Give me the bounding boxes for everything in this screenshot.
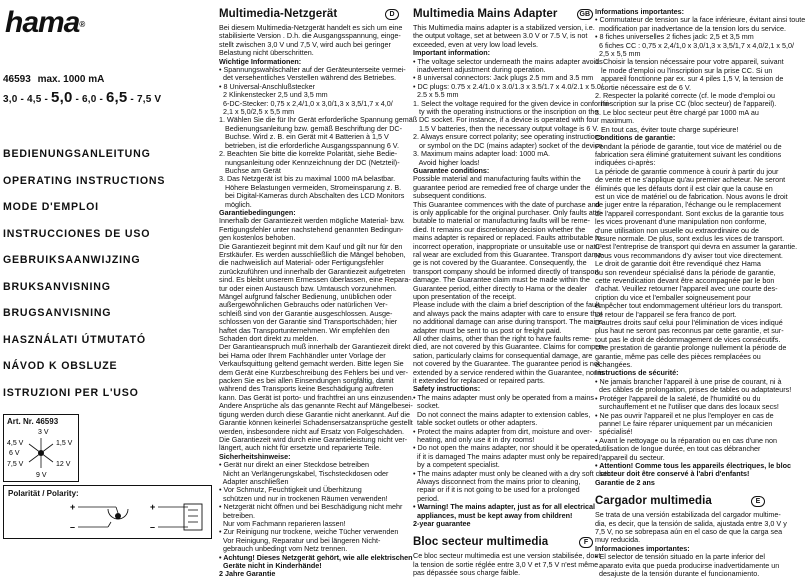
- body-line: desajuste de la tensión durante el funcionamiento.: [595, 569, 760, 578]
- body-line: no additional damage can arise during transport. The mains: [413, 317, 603, 327]
- body-line: längert, auch nicht für ersetzte und reparierte Teile.: [219, 443, 382, 453]
- body-line: ge is not covered by the Guarantee. Consequently, the: [413, 258, 587, 268]
- polarity-label: Polarität / Polarity:: [8, 489, 79, 498]
- body-line: außergewöhnlichen Gebrauchs oder natürlichen Ver-: [219, 300, 388, 310]
- body-line: Innerhalb der Garantiezeit werden mögliche Material- bzw.: [219, 216, 405, 226]
- body-line: appareil fonctionne par ex. sur 4 piles 1,5 V, la tension de: [595, 74, 784, 84]
- body-line: 1.5 V batteries, then the necessary output voltage is 6 V.: [413, 123, 599, 133]
- body-line: gen kostenlos behoben.: [219, 233, 296, 243]
- body-line: indiquées ci-après:: [595, 158, 656, 168]
- body-line: is only applicable for the original purchaser. Only faults attri-: [413, 207, 604, 217]
- dial-label: 6 V: [9, 450, 20, 457]
- body-line: appliances, must be kept away from children!: [413, 510, 573, 520]
- body-line: Conditions de garantie:: [595, 133, 676, 143]
- body-line: Always disconnect from the mains prior to cleaning,: [413, 476, 581, 486]
- body-line: if it is damaged The mains adapter must only be repaired: [413, 451, 599, 461]
- body-line: it extended for replaced or repaired parts.: [413, 376, 545, 386]
- body-line: éliminés que les défauts dont il est clair que la cause en: [595, 183, 773, 193]
- section-body-f-intro: [413, 551, 601, 578]
- section-header-e: [595, 495, 765, 507]
- body-line: butable to material or manufacturing faults will be reme-: [413, 216, 590, 226]
- body-line: • 8 Universal-Anschlußstecker: [219, 81, 315, 91]
- dial-label: 12 V: [56, 461, 71, 468]
- body-line: haftet das Transportunternehmen. Wir empfehlen den: [219, 325, 390, 335]
- body-line: échangées.: [595, 360, 633, 370]
- section-body-gb: [413, 23, 613, 528]
- manual-title: GEBRUIKSAANWIJZING: [3, 254, 141, 266]
- body-line: DC socket. For instance, if a device is operated with four: [413, 115, 599, 125]
- section-title: Multimedia-Netzgerät: [219, 8, 338, 20]
- body-line: d'une utilisation non usuelle ou extraordinaire ou de: [595, 225, 760, 235]
- body-line: 3. Maximum mains adapter load: 1000 mA.: [413, 149, 551, 159]
- body-line: ou son revendeur spécialisé dans la période de garantie,: [595, 267, 776, 277]
- body-line: 1. Select the voltage required for the given device in conformi-: [413, 98, 611, 108]
- body-line: Mängel aufgrund falscher Bedienung, unüblichen oder: [219, 292, 392, 301]
- body-line: repair or if it is not going to be used for a prolonged: [413, 485, 580, 495]
- body-line: 6 fiches CC : 0,75 x 2,4/1,0 x 3,0/1,3 x 3,5/1,7 x 4,0/2,1 x 5,0/: [595, 40, 794, 50]
- body-line: Garantie de 2 ans: [595, 477, 655, 487]
- body-line: • Avant le nettoyage ou la réparation ou en cas d'une non: [595, 435, 777, 445]
- model-info: [3, 74, 212, 85]
- body-line: maximum.: [595, 116, 635, 126]
- body-line: tigung werden durch diese Garantie nicht anerkannt. Auf die: [219, 409, 410, 419]
- body-line: exceeded, even at very low load levels.: [413, 39, 539, 49]
- body-line: empêcher tout endommagement ultérieur lors du transport.: [595, 301, 783, 311]
- body-line: surchauffement et ne l'utiliser que dans des locaux secs!: [595, 402, 779, 412]
- body-line: sind. Es bleibt unserem Ermessen überlassen, eine Repara-: [219, 275, 411, 285]
- body-line: gebrauch unbedingt vom Netz trennen.: [219, 544, 348, 554]
- body-line: Avoid higher loads!: [413, 157, 480, 167]
- body-line: Le retour de l'appareil se fera franco de port.: [595, 309, 737, 319]
- body-line: • DC plugs: 0.75 x 2.4/1.0 x 3.0/1.3 x 3.5/1.7 x 4.0/2.1 x 5.0/: [413, 81, 603, 91]
- body-line: tout pas le droit de dédommagement de vices consécutifs.: [595, 334, 781, 344]
- body-line: Vor Reinigung, Reparatur und bei längeren Nicht-: [219, 535, 381, 545]
- body-line: 1. Wählen Sie die für Ihr Gerät erforderliche Spannung gemäß: [219, 115, 418, 125]
- body-line: sation, particularly claims for consequential damage, are: [413, 350, 593, 360]
- body-line: Garantie können keinerlei Schadensersatzansprüche gestellt: [219, 418, 413, 428]
- body-line: Informations importantes:: [595, 7, 685, 16]
- voltage-list: 3,0 - 4,5 - 5,0 - 6,0 - 6,5 - 7,5 V: [3, 89, 162, 106]
- body-line: • Achtung! Dieses Netzgerät gehört, wie alle elektrischen: [219, 552, 413, 562]
- body-line: 2. Always ensure correct polarity; see operating instructions: [413, 132, 603, 142]
- plus-symbol: +: [150, 502, 156, 512]
- body-line: bei Digital-Kameras durch Abschalten des LCD Monitors: [219, 191, 405, 201]
- body-line: • The voltage selector underneath the mains adapter avoids: [413, 56, 603, 66]
- body-line: utilisation de longue durée, en tout cas débrancher: [595, 444, 761, 454]
- german-column: [219, 8, 418, 579]
- body-line: • Vor Schmutz, Feuchtigkeit und Überhitzung: [219, 485, 362, 495]
- dial-label: 4,5 V: [7, 440, 24, 447]
- body-line: stabilisierte Version . D.h. die Ausgangsspannung, einge-: [219, 31, 401, 41]
- manual-title: OPERATING INSTRUCTIONS: [3, 174, 166, 187]
- section-body-e: [595, 510, 787, 578]
- body-line: 2. Respecter la polarité correcte (cf. le mode d'emploi ou: [595, 91, 775, 101]
- body-line: det versehentliches Verstellen während des Betriebes.: [219, 73, 396, 83]
- body-line: panne! Le faire réparer uniquement par un mécanicien: [595, 418, 773, 428]
- body-line: Nur vom Fachmann reparieren lassen!: [219, 518, 346, 528]
- language-badge: GB: [577, 9, 594, 20]
- body-line: 3. Le bloc secteur peut être chargé par 1000 mA au: [595, 107, 759, 117]
- body-line: Se trata de una versión estabilizada del cargador multime-: [595, 510, 781, 520]
- body-line: 1. Choisir la tension nécessaire pour votre appareil, suivant: [595, 57, 784, 67]
- body-line: betreiben.: [219, 510, 255, 520]
- body-line: 2,1 x 5,0/2,5 x 5,5 mm: [219, 107, 295, 117]
- body-line: 3. Das Netzgerät ist bis zu maximal 1000 mA belastbar.: [219, 174, 396, 184]
- body-line: tur oder einen Austausch bzw. Umtausch vorzunehmen.: [219, 283, 397, 293]
- body-line: zurückzuführen und innerhalb der Garantiezeit aufgetreten: [219, 266, 406, 276]
- body-line: nungsanleitung oder Kennzeichnung der DC (Netzteil)-: [219, 157, 400, 167]
- body-line: d'achat. Veuillez retourner l'appareil avec une courte des-: [595, 284, 778, 294]
- body-line: Possible material and manufacturing faults within the: [413, 174, 581, 184]
- body-line: est un vice de matériel ou de fabrication. Nous avons le droit: [595, 191, 788, 201]
- section-title: Bloc secteur multimedia: [413, 536, 549, 549]
- body-line: adapter must be sent to us post or freight paid.: [413, 325, 562, 335]
- body-line: mains adapter is repaired or replaced. Faults attributable to: [413, 233, 602, 243]
- manual-title: BRUKSANVISNING: [3, 280, 111, 293]
- dial-label: 7,5 V: [7, 461, 24, 468]
- body-line: • Gerät nur direkt an einer Steckdose betreiben: [219, 460, 369, 470]
- model-number: 46593: [3, 74, 31, 85]
- manual-title: ISTRUZIONI PER L'USO: [3, 386, 139, 399]
- body-line: • Zur Reinigung nur trockene, weiche Tücher verwenden: [219, 527, 399, 537]
- body-line: schützen und nur in trockenen Räumen verwenden!: [219, 493, 388, 503]
- body-line: died. It remains our discretionary decision whether the: [413, 224, 586, 234]
- minus-symbol: –: [150, 522, 156, 532]
- body-line: 2. Beachten Sie bitte die korrekte Polarität, siehe Bedie-: [219, 149, 398, 159]
- body-line: Erstkäufer. Es werden ausschließlich die Mängel behoben,: [219, 249, 406, 259]
- body-line: Höhere Belastungen vermeiden, Stromeinsparung z. B.: [219, 182, 402, 192]
- body-line: Die Garantiezeit wird durch eine Garantieleistung nicht ver-: [219, 434, 408, 444]
- body-line: Nicht an Verlängerungskabel, Tischsteckdosen oder: [219, 468, 389, 478]
- body-line: spécialisé!: [595, 427, 633, 437]
- body-line: les vices provenant d'une manipulation non conforme,: [595, 217, 767, 227]
- body-line: • Protéger l'appareil de la saleté, de l'humidité ou du: [595, 393, 761, 403]
- body-line: • Ne pas ouvrir l'appareil et ne plus l'employer en cas de: [595, 410, 774, 420]
- body-line: ral wear are excluded from this Guarantee. Transport dama-: [413, 249, 604, 259]
- body-line: and always pack the mains adapter with care to ensure that: [413, 308, 603, 318]
- plus-symbol: +: [70, 502, 76, 512]
- body-line: C'est l'entreprise de transport qui devra en assumer la garantie.: [595, 242, 798, 252]
- polarity-box: [3, 485, 212, 539]
- manual-title: MODE D'EMPLOI: [3, 201, 99, 213]
- minus-symbol: –: [70, 522, 76, 532]
- body-line: Guarantee period, either directly to Hama or the dealer: [413, 283, 588, 293]
- body-line: • Do not open the mains adapter, nor should it be operated: [413, 443, 600, 453]
- body-line: schleiß sind von der Garantie ausgeschlossen. Ausge-: [219, 308, 393, 318]
- body-line: Bedienungsanleitung bzw. gemäß Beschriftung der DC-: [219, 123, 402, 133]
- body-line: • Netzgerät nicht öffnen und bei Beschädigung nicht mehr: [219, 502, 403, 512]
- body-line: le mode d'emploi ou l'inscription sur la prise CC. Si un: [595, 65, 773, 75]
- body-line: la tension de sortie réglée entre 3,0 V et 7,5 V n'est même: [413, 559, 599, 569]
- body-line: extended by a service rendered within the Guarantee, nor is: [413, 367, 604, 377]
- body-line: incorrect operation, inappropriate or unsuitable use or natu-: [413, 241, 602, 251]
- body-line: 2,5 x 5,5 mm: [595, 49, 641, 59]
- body-line: Safety instructions:: [413, 384, 481, 394]
- body-line: Die Garantiezeit beginnt mit dem Kauf und gilt nur für den: [219, 241, 403, 251]
- jack-plug-icon: [184, 504, 202, 530]
- body-line: or symbol on the DC (mains adapter) socket of the device.: [413, 140, 605, 150]
- body-line: Ce bloc secteur multimedia est une version stabilisée, dont: [413, 551, 601, 561]
- body-line: plus haut ne seront pas reconnus par cette garantie, et sur-: [595, 326, 784, 336]
- body-line: des câbles de prolongation, prises de tables ou adaptateurs!: [595, 385, 792, 395]
- language-badge: F: [579, 537, 593, 548]
- body-line: dia, es decir, que la tensión de salida, ajustada entre 3,0 V y: [595, 518, 787, 528]
- body-line: dem Gerät eine Kurzbeschreibung des Fehlers bei und ver-: [219, 367, 408, 377]
- body-line: Buchse. Wird z. B. ein Gerät mit 4 Batterien à 1,5 V: [219, 132, 389, 142]
- body-line: damage. The Guarantee claim must be made within the: [413, 275, 590, 285]
- body-line: This Multimedia mains adapter is a stabilized version, i.e.: [413, 23, 595, 32]
- body-line: Instructions de sécurité:: [595, 368, 679, 378]
- body-line: En tout cas, éviter toute charge supérieure!: [595, 124, 739, 134]
- section-header-de: [219, 8, 399, 20]
- body-line: 2-year guarantee: [413, 518, 471, 528]
- body-line: Belastung nicht überschritten.: [219, 48, 314, 58]
- body-line: Pendant la période de garantie, tout vice de matériel ou de: [595, 141, 782, 151]
- body-line: cription du vice et l'emballer soigneusement pour: [595, 292, 751, 302]
- body-line: • Ne jamais brancher l'appareil à une prise de courant, ni à: [595, 376, 782, 386]
- body-line: ty with the operating instructions or the inscription on the: [413, 107, 599, 117]
- dial-label: 3 V: [38, 429, 49, 436]
- body-line: • Warning! The mains adapter, just as for all electrical: [413, 502, 595, 512]
- body-line: de l'appareil correspondant. Sont exclus de la garantie tous: [595, 208, 784, 218]
- body-line: • Commutateur de tension sur la face inférieure, évitant ainsi toute: [595, 15, 805, 25]
- body-line: • Attention! Comme tous les appareils électriques, le bloc: [595, 460, 791, 470]
- pin-center-icon: [115, 513, 121, 519]
- manual-title: BEDIENUNGSANLEITUNG: [3, 148, 151, 160]
- body-line: • Protect the mains adapter from dirt, moisture and over-: [413, 426, 593, 436]
- manual-title-list: [3, 148, 212, 413]
- body-line: Do not connect the mains adapter to extension cables,: [413, 409, 591, 419]
- body-line: the output voltage, set at between 3.0 V or 7.5 V, is not: [413, 31, 588, 41]
- body-line: period.: [413, 493, 439, 503]
- body-line: Please include with the claim a brief description of the fault,: [413, 300, 602, 310]
- body-line: Informaciones importantes:: [595, 543, 690, 553]
- hama-logo: hama®: [5, 6, 85, 39]
- body-line: 2 Jahre Garantie: [219, 569, 276, 579]
- body-line: Nous vous recommandons d'y aviser tout vice directement.: [595, 250, 783, 260]
- body-line: heating, and only use it in dry rooms!: [413, 434, 535, 444]
- body-line: Geräte nicht in Kinderhände!: [219, 561, 322, 570]
- body-line: • 8 fiches universelles 2 fiches jack: 2,5 et 3,5 mm: [595, 32, 754, 42]
- body-line: l'inscription sur la prise CC (bloc secteur) de l'appareil).: [595, 99, 777, 109]
- body-line: Important information:: [413, 48, 491, 58]
- body-line: Garantiebedingungen:: [219, 207, 296, 217]
- section-header-gb: [413, 8, 593, 20]
- body-line: Wichtige Informationen:: [219, 56, 302, 66]
- manual-title: NÁVOD K OBSLUZE: [3, 360, 118, 372]
- body-line: pas dépassée sous charge faible.: [413, 568, 521, 578]
- body-line: muy reducida.: [595, 535, 641, 545]
- body-line: stellt zwischen 3,0 V und 7,5 V, wird auch bei geringer: [219, 39, 391, 49]
- body-line: not covered by the Guarantee. The guarantee period is not: [413, 359, 600, 369]
- body-line: bei Hama oder Ihrem Fachhändler unter Vorlage der: [219, 350, 386, 360]
- body-line: Une prestation de garantie prolonge nullement la période de: [595, 343, 787, 353]
- body-line: möglich.: [219, 199, 252, 209]
- language-badge: E: [751, 496, 765, 507]
- french-spanish-column: [595, 7, 805, 578]
- dial-label: 1,5 V: [56, 440, 73, 447]
- body-line: kann. Das Gerät ist porto- und frachtfrei an uns einzusenden.: [219, 392, 414, 402]
- body-line: die nachweislich auf Material- oder Fertigungsfehler: [219, 258, 384, 268]
- body-line: während des Transports keine Beschädigung auftreten: [219, 384, 394, 394]
- body-line: Guarantee conditions:: [413, 165, 490, 175]
- body-line: schlossen von der Garantie sind Transportschäden; hier: [219, 317, 398, 327]
- body-line: betrieben, ist die erforderliche Ausgangsspannung 6 V.: [219, 140, 399, 150]
- body-line: Schaden dort direkt zu melden.: [219, 334, 319, 344]
- body-line: transport company should be informed directly of transport: [413, 266, 599, 276]
- article-box: [3, 414, 79, 482]
- body-line: de vente et ne s'applique qu'au premier acheteur. Ne seront: [595, 175, 786, 185]
- body-line: subsequent conditions.: [413, 191, 487, 201]
- body-line: fabrication sera éliminé gratuitement suivant les conditions: [595, 149, 782, 159]
- body-line: This Guarantee commences with the date of purchase and: [413, 199, 600, 209]
- section-body-de: [219, 23, 418, 579]
- body-line: • The mains adapter must only be cleaned with a dry soft cloth.: [413, 468, 613, 478]
- body-line: upon presentation of the receipt.: [413, 292, 517, 301]
- body-line: La période de garantie commence à courir à partir du jour: [595, 166, 779, 176]
- body-line: socket.: [413, 401, 440, 411]
- polarity-diagram: [8, 498, 208, 534]
- article-number: Art. Nr. 46593: [7, 417, 59, 426]
- body-line: Fertigungsfehler unter nachstehend genannten Bedingun-: [219, 224, 404, 234]
- body-line: died, are not covered by this Guarantee. Claims for compen-: [413, 342, 606, 352]
- body-line: Adapter anschließen: [219, 476, 289, 486]
- manual-title: BRUGSANVISNING: [3, 307, 112, 319]
- body-line: Andere Ansprüche als das genannte Recht auf Mängelbesei-: [219, 401, 413, 411]
- body-line: • The mains adapter must only be operated from a mains: [413, 392, 594, 402]
- body-line: table socket outlets or other adapters.: [413, 418, 538, 428]
- body-line: • Spannungswahlschalter auf der Geräteunterseite vermei-: [219, 65, 406, 75]
- dial-label: 9 V: [36, 472, 47, 479]
- body-line: 7,5 V, no se sobrepasa aún en el caso de que la carga sea: [595, 526, 783, 536]
- body-line: aparato evita que pueda producirse inadvertidamente un: [595, 560, 780, 570]
- body-line: • El selector de tensión situado en la parte inferior del: [595, 552, 765, 562]
- language-badge: D: [385, 9, 399, 20]
- section-title: Multimedia Mains Adapter: [413, 8, 558, 20]
- body-line: l'appareil du secteur.: [595, 452, 665, 462]
- voltage-dial-diagram: [7, 426, 77, 480]
- body-line: D'autres droits sauf celui pour l'élimination de vices indiqué: [595, 318, 783, 328]
- body-line: Bei diesem Multimedia-Netzgerät handelt es sich um eine: [219, 23, 403, 32]
- body-line: 2.5 x 5.5 mm: [413, 90, 459, 100]
- cover-column: [3, 8, 212, 541]
- body-line: Sicherheitshinweise:: [219, 451, 291, 461]
- max-current: max. 1000 mA: [37, 74, 105, 85]
- body-line: Buchse am Gerät: [219, 165, 281, 175]
- body-line: packen Sie es bei allen Einsendungen sorgfältig, damit: [219, 376, 394, 386]
- section-title: Cargador multimedia: [595, 495, 712, 508]
- section-body-f: [595, 7, 805, 487]
- body-line: guarantee period are remedied free of charge under the: [413, 182, 591, 192]
- body-line: garantie, même pas celle des pièces remplacées ou: [595, 351, 761, 361]
- body-line: • 8 universal connectors: Jack plugs 2.5 mm and 3.5 mm: [413, 73, 594, 83]
- body-line: cette revendication devant être accompagnée par le bon: [595, 276, 775, 285]
- body-line: secteur doit être conservé à l'abri d'enfants!: [595, 469, 750, 479]
- body-line: All other claims, other than the right to have faults reme-: [413, 334, 592, 344]
- body-line: modification par inadvertance de la tension lors du service.: [595, 23, 786, 33]
- english-column: [413, 8, 613, 578]
- body-line: de juger entre la réparation, l'échange ou le remplacement: [595, 200, 781, 210]
- body-line: sortie nécessaire est de 6 V.: [595, 82, 692, 92]
- body-line: 2 Klinkenstecker 2,5 und 3,5 mm: [219, 90, 328, 100]
- body-line: by a competent specialist.: [413, 460, 500, 470]
- section-header-f: [413, 536, 593, 548]
- body-line: 6-DC-Stecker: 0,75 x 2,4/1,0 x 3,0/1,3 x 3,5/1,7 x 4,0/: [219, 98, 393, 108]
- body-line: l'usure normale. De plus, sont exclus les vices de transport.: [595, 233, 785, 243]
- body-line: Der Garantieanspruch muß innerhalb der Garantiezeit direkt: [219, 342, 411, 352]
- manual-title: HASZNÁLATI ÚTMUTATÓ: [3, 333, 146, 346]
- body-line: Le droit de garantie doit être revendiqué chez Hama: [595, 259, 761, 269]
- body-line: werden, insbesondere nicht auf Ersatz von Folgeschäden.: [219, 426, 404, 436]
- body-line: Verkaufsquittung geltend gemacht werden. Bitte legen Sie: [219, 359, 404, 369]
- body-line: inadvertent adjustment during operation.: [413, 65, 546, 75]
- manual-title: INSTRUCCIONES DE USO: [3, 227, 151, 240]
